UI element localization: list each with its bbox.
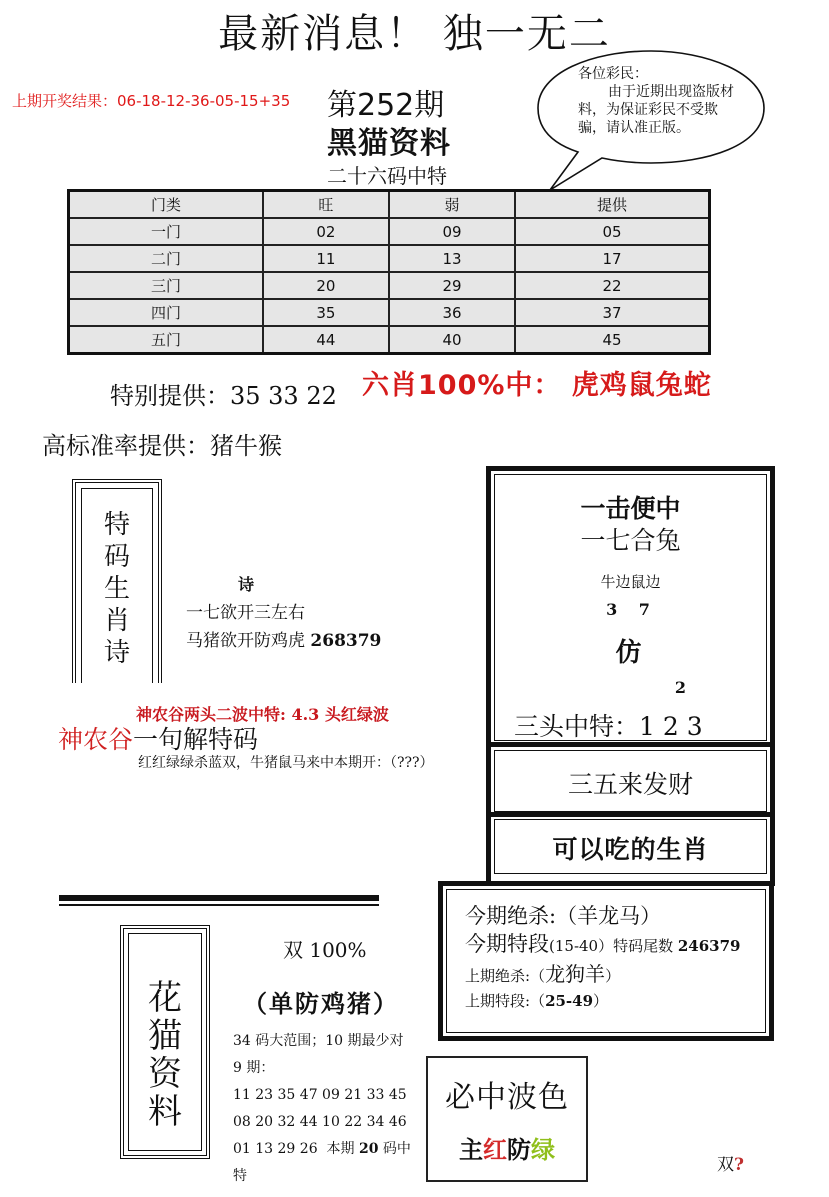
high-standard-pick: 高标准率提供：猪牛猴 — [42, 432, 282, 460]
poem-numbers: 268379 — [310, 631, 382, 651]
last-draw-result: 上期开奖结果：06-18-12-36-05-15+35 — [12, 92, 291, 110]
notice-body: 由于近期出现盗版材料，为保证彩民不受欺骗，请认准正版。 — [578, 84, 734, 136]
notice-greeting: 各位彩民： — [578, 66, 648, 82]
edge-label: 牛边鼠边 — [600, 573, 661, 591]
hit-subtitle: 一七合兔 — [580, 526, 681, 555]
table-cell: 02 — [263, 218, 389, 245]
wave-title: 必中波色 — [445, 1080, 569, 1115]
door-table — [67, 189, 711, 355]
vertical-char: 猫 — [148, 1016, 182, 1056]
table-cell: 36 — [389, 299, 515, 326]
table-cell: 一门 — [69, 218, 263, 245]
column-header: 门类 — [69, 191, 263, 219]
table-cell: 17 — [515, 245, 709, 272]
last-period-segment: 上期特段:（25-49） — [465, 992, 609, 1010]
table-cell: 五门 — [69, 326, 263, 354]
vertical-char: 码 — [103, 542, 130, 572]
column-header: 旺 — [263, 191, 389, 219]
divider — [491, 812, 770, 817]
divider — [59, 895, 379, 907]
section-title-black-cat: 黑猫资料 — [327, 126, 451, 161]
vertical-char: 料 — [148, 1092, 182, 1132]
hit-panel — [486, 466, 775, 886]
table-cell: 09 — [389, 218, 515, 245]
this-period-kill: 今期绝杀:（羊龙马） — [465, 904, 662, 928]
vertical-char: 资 — [148, 1054, 182, 1094]
table-cell: 05 — [515, 218, 709, 245]
number-range: 34 码大范围；10 期最少对 9 期： 11 23 35 47 09 21 33 45 08 20 32 44 10 22 34 46 01 13 29 26 本期 20 码中 特 — [233, 1033, 411, 1184]
shennong-riddle: 红红绿绿杀蓝双，牛猪鼠马来中本期开：（???） — [138, 755, 434, 771]
flower-cat-box — [120, 925, 210, 1159]
table-row — [69, 272, 710, 299]
divider — [491, 742, 770, 747]
issue-number: 第252期 — [327, 88, 445, 123]
table-cell: 44 — [263, 326, 389, 354]
special-offer: 特别提供：35 33 22 — [110, 382, 337, 410]
column-header: 弱 — [389, 191, 515, 219]
vertical-char: 肖 — [103, 606, 130, 636]
column-header: 提供 — [515, 191, 709, 219]
footer-note: 双? — [717, 1155, 744, 1175]
table-row — [69, 299, 710, 326]
table-header-row — [69, 191, 710, 219]
poem-line: 马猪欲开防鸡虎 268379 — [186, 631, 382, 651]
last-period-kill: 上期绝杀:（龙狗羊） — [465, 962, 621, 986]
vertical-char: 诗 — [103, 638, 130, 668]
table-cell: 37 — [515, 299, 709, 326]
three-heads: 三头中特：1 2 3 — [514, 712, 703, 741]
table-cell: 三门 — [69, 272, 263, 299]
imitate-char: 仿 — [615, 638, 642, 668]
vertical-char: 花 — [148, 978, 182, 1018]
table-cell: 11 — [263, 245, 389, 272]
table-cell: 35 — [263, 299, 389, 326]
table-cell: 40 — [389, 326, 515, 354]
edible-zodiac: 可以吃的生肖 — [552, 835, 709, 864]
hit-title: 一击便中 — [580, 494, 681, 523]
table-cell: 45 — [515, 326, 709, 354]
table-row — [69, 218, 710, 245]
table-cell: 二门 — [69, 245, 263, 272]
page-title: 最新消息！ 独一无二 — [218, 11, 611, 57]
imitate-number: 2 — [674, 678, 687, 697]
table-row — [69, 326, 710, 354]
table-cell: 29 — [389, 272, 515, 299]
six-zodiac-pick: 六肖100%中： 虎鸡鼠兔蛇 — [362, 370, 712, 401]
table-cell: 22 — [515, 272, 709, 299]
double-100: 双 100% — [283, 938, 367, 962]
wave-pick: 主红防绿 — [459, 1135, 555, 1164]
wave-color-box — [426, 1056, 588, 1182]
table-cell: 13 — [389, 245, 515, 272]
single-guard: （单防鸡猪） — [243, 989, 399, 1018]
edge-numbers: 3 7 — [606, 600, 650, 619]
vertical-char: 特 — [103, 510, 130, 540]
poem-heading: 诗 — [238, 575, 255, 594]
table-cell: 20 — [263, 272, 389, 299]
shennong-title: 神农谷一句解特码 — [58, 725, 259, 754]
vertical-char: 生 — [103, 574, 130, 604]
kill-box — [438, 881, 774, 1041]
anti-piracy-notice — [578, 65, 738, 137]
fortune-text: 三五来发财 — [567, 770, 693, 799]
zodiac-poem-box — [72, 479, 162, 683]
poem-line: 一七欲开三左右 — [186, 603, 305, 623]
shennong-wave-tip: 神农谷两头二波中特: 4.3 头红绿波 — [136, 705, 389, 724]
table-caption: 二十六码中特 — [327, 164, 447, 188]
table-cell: 四门 — [69, 299, 263, 326]
table-row — [69, 245, 710, 272]
this-period-segment: 今期特段(15-40）特码尾数 246379 — [465, 932, 741, 956]
